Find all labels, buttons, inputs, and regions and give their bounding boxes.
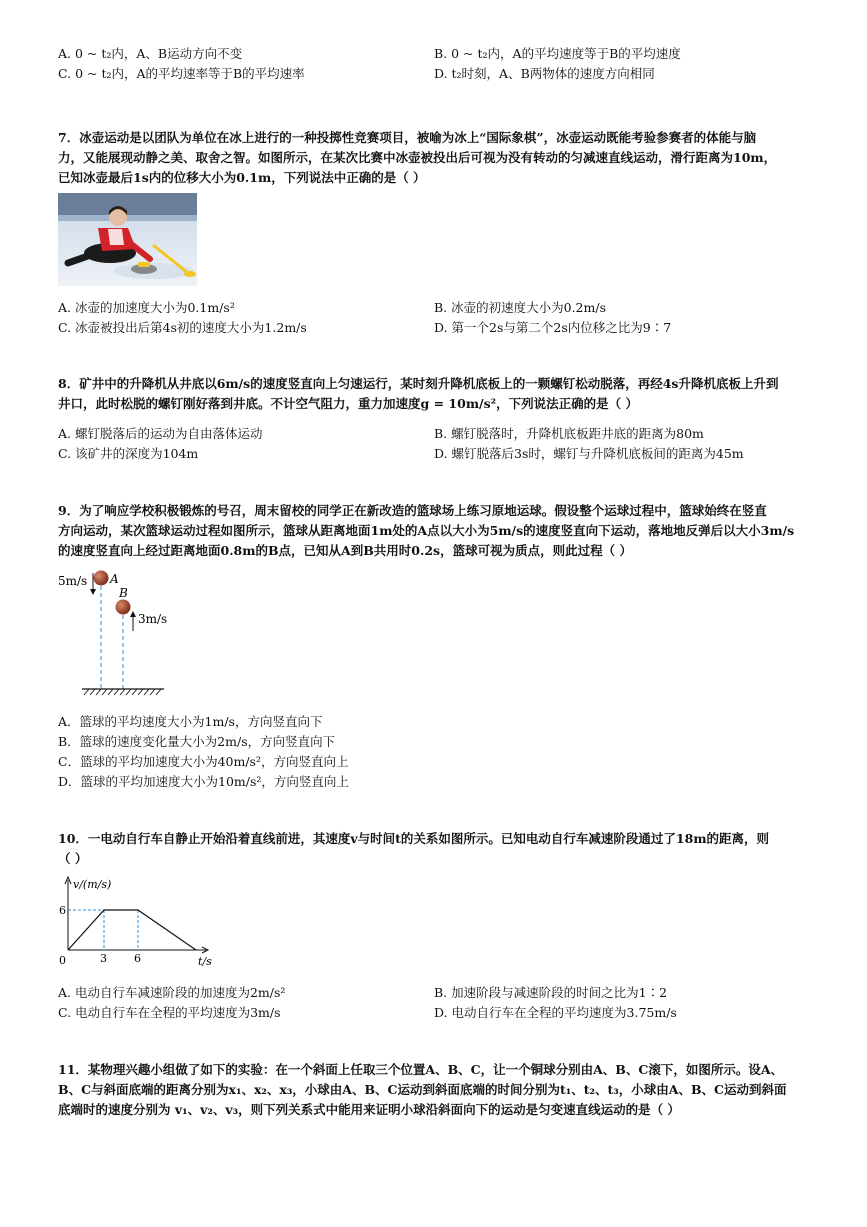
q11-stem — [58, 1060, 810, 1120]
q8-line: 井口，此时松脱的螺钉刚好落到井底。不计空气阻力，重力加速度g = 10m/s²，下列说法正确的是（ ） — [58, 396, 638, 411]
v-tick-6: 6 — [59, 904, 66, 917]
q10-option-d[interactable]: D. 电动自行车在全程的平均速度为3.75m/s — [434, 1005, 677, 1020]
q9-line: 的速度竖直向上经过距离地面0.8m的B点，已知从A到B共用时0.2s，篮球可视为质点，则此过程（ ） — [58, 543, 632, 558]
vt-graph — [56, 872, 216, 968]
q7-option-b[interactable]: B. 冰壶的初速度大小为0.2m/s — [434, 300, 606, 315]
velocity-curve — [68, 910, 196, 950]
t-axis-label: t/s — [198, 955, 212, 968]
q9-option-c[interactable]: C．篮球的平均加速度大小为40m/s²，方向竖直向上 — [58, 754, 349, 769]
q11-line: 11．某物理兴趣小组做了如下的实验：在一个斜面上任取三个位置A、B、C，让一个铜球分别由A、B、C滚下，如图所示。设A、 — [58, 1062, 784, 1077]
q8-option-c[interactable]: C. 该矿井的深度为104m — [58, 446, 199, 461]
t-tick-3: 3 — [100, 952, 107, 965]
q10-option-a[interactable]: A. 电动自行车减速阶段的加速度为2m/s² — [58, 985, 286, 1000]
q9-option-a[interactable]: A．篮球的平均速度大小为1m/s，方向竖直向下 — [58, 714, 323, 729]
q11-line: 底端时的速度分别为 v₁、v₂、v₃，则下列关系式中能用来证明小球沿斜面向下的运动是匀变速直线运动的是（ ） — [58, 1102, 680, 1117]
point-a-label: A — [110, 572, 119, 586]
speed-b-label: 3m/s — [138, 612, 168, 626]
curling-photo — [58, 193, 197, 286]
down-arrow-icon — [90, 589, 96, 595]
q10-line: 10．一电动自行车自静止开始沿着直线前进，其速度v与时间t的关系如图所示。已知电动自行车减速阶段通过了18m的距离，则 — [58, 831, 770, 846]
t-tick-6: 6 — [134, 952, 141, 965]
q9-line: 9．为了响应学校积极锻炼的号召，周末留校的同学正在新改造的篮球场上练习原地运球。假设整个运球过程中，篮球始终在竖直 — [58, 503, 767, 518]
q7-option-c[interactable]: C. 冰壶被投出后第4s初的速度大小为1.2m/s — [58, 320, 307, 335]
ball-a — [94, 571, 109, 586]
q6-option-c[interactable]: C. 0 ~ t₂内，A的平均速率等于B的平均速率 — [58, 66, 305, 81]
speed-a-label: 5m/s — [58, 574, 88, 588]
q9-line: 方向运动，某次篮球运动过程如图所示，篮球从距离地面1m处的A点以大小为5m/s的速度竖直向下运动，落地地反弹后以大小3m/s — [58, 523, 795, 538]
ground-hatch — [84, 689, 161, 695]
q8-option-a[interactable]: A. 螺钉脱落后的运动为自由落体运动 — [58, 426, 263, 441]
q7-line: 7．冰壶运动是以团队为单位在冰上进行的一种投掷性竞赛项目，被喻为冰上“国际象棋”，冰壶运动既能考验参赛者的体能与脑 — [58, 130, 757, 145]
q6-option-b[interactable]: B. 0 ~ t₂内，A的平均速度等于B的平均速度 — [434, 46, 681, 61]
q7-line: 力，又能展现动静之美、取舍之智。如图所示，在某次比赛中冰壶被投出后可视为没有转动的匀减速直线运动，滑行距离为10m， — [58, 150, 777, 165]
q10-line: （ ） — [58, 851, 88, 866]
q7-line: 已知冰壶最后1s内的位移大小为0.1m，下列说法中正确的是（ ） — [58, 170, 426, 185]
q6-option-d[interactable]: D. t₂时刻，A、B两物体的速度方向相同 — [434, 66, 655, 81]
up-arrow-icon — [130, 611, 136, 617]
q8-option-d[interactable]: D. 螺钉脱落后3s时，螺钉与升降机底板间的距离为45m — [434, 446, 744, 461]
q7-option-d[interactable]: D. 第一个2s与第二个2s内位移之比为9∶7 — [434, 320, 672, 335]
q8-stem — [58, 374, 810, 414]
q8-option-b[interactable]: B. 螺钉脱落时，升降机底板距井底的距离为80m — [434, 426, 704, 441]
q9-option-d[interactable]: D．篮球的平均加速度大小为10m/s²，方向竖直向上 — [58, 774, 349, 789]
point-b-label: B — [119, 586, 128, 600]
origin-label: 0 — [59, 954, 66, 967]
q10-stem — [58, 829, 810, 869]
q8-line: 8．矿井中的升降机从井底以6m/s的速度竖直向上匀速运行，某时刻升降机底板上的一颗螺钉松动脱落，再经4s升降机底板上升到 — [58, 376, 779, 391]
q9-option-b[interactable]: B．篮球的速度变化量大小为2m/s，方向竖直向下 — [58, 734, 336, 749]
q10-option-c[interactable]: C. 电动自行车在全程的平均速度为3m/s — [58, 1005, 281, 1020]
basketball-figure — [58, 565, 170, 700]
q7-stem — [58, 128, 810, 188]
q9-stem — [58, 501, 810, 561]
q11-line: B、C与斜面底端的距离分别为x₁、x₂、x₃，小球由A、B、C运动到斜面底端的时间分别为t₁、t₂、t₃，小球由A、B、C运动到斜面 — [58, 1082, 787, 1097]
q7-option-a[interactable]: A. 冰壶的加速度大小为0.1m/s² — [58, 300, 235, 315]
ball-b — [116, 600, 131, 615]
q10-option-b[interactable]: B. 加速阶段与减速阶段的时间之比为1∶2 — [434, 985, 668, 1000]
v-axis-label: v/(m/s) — [73, 878, 112, 891]
q6-option-a[interactable]: A. 0 ~ t₂内，A、B运动方向不变 — [58, 46, 243, 61]
